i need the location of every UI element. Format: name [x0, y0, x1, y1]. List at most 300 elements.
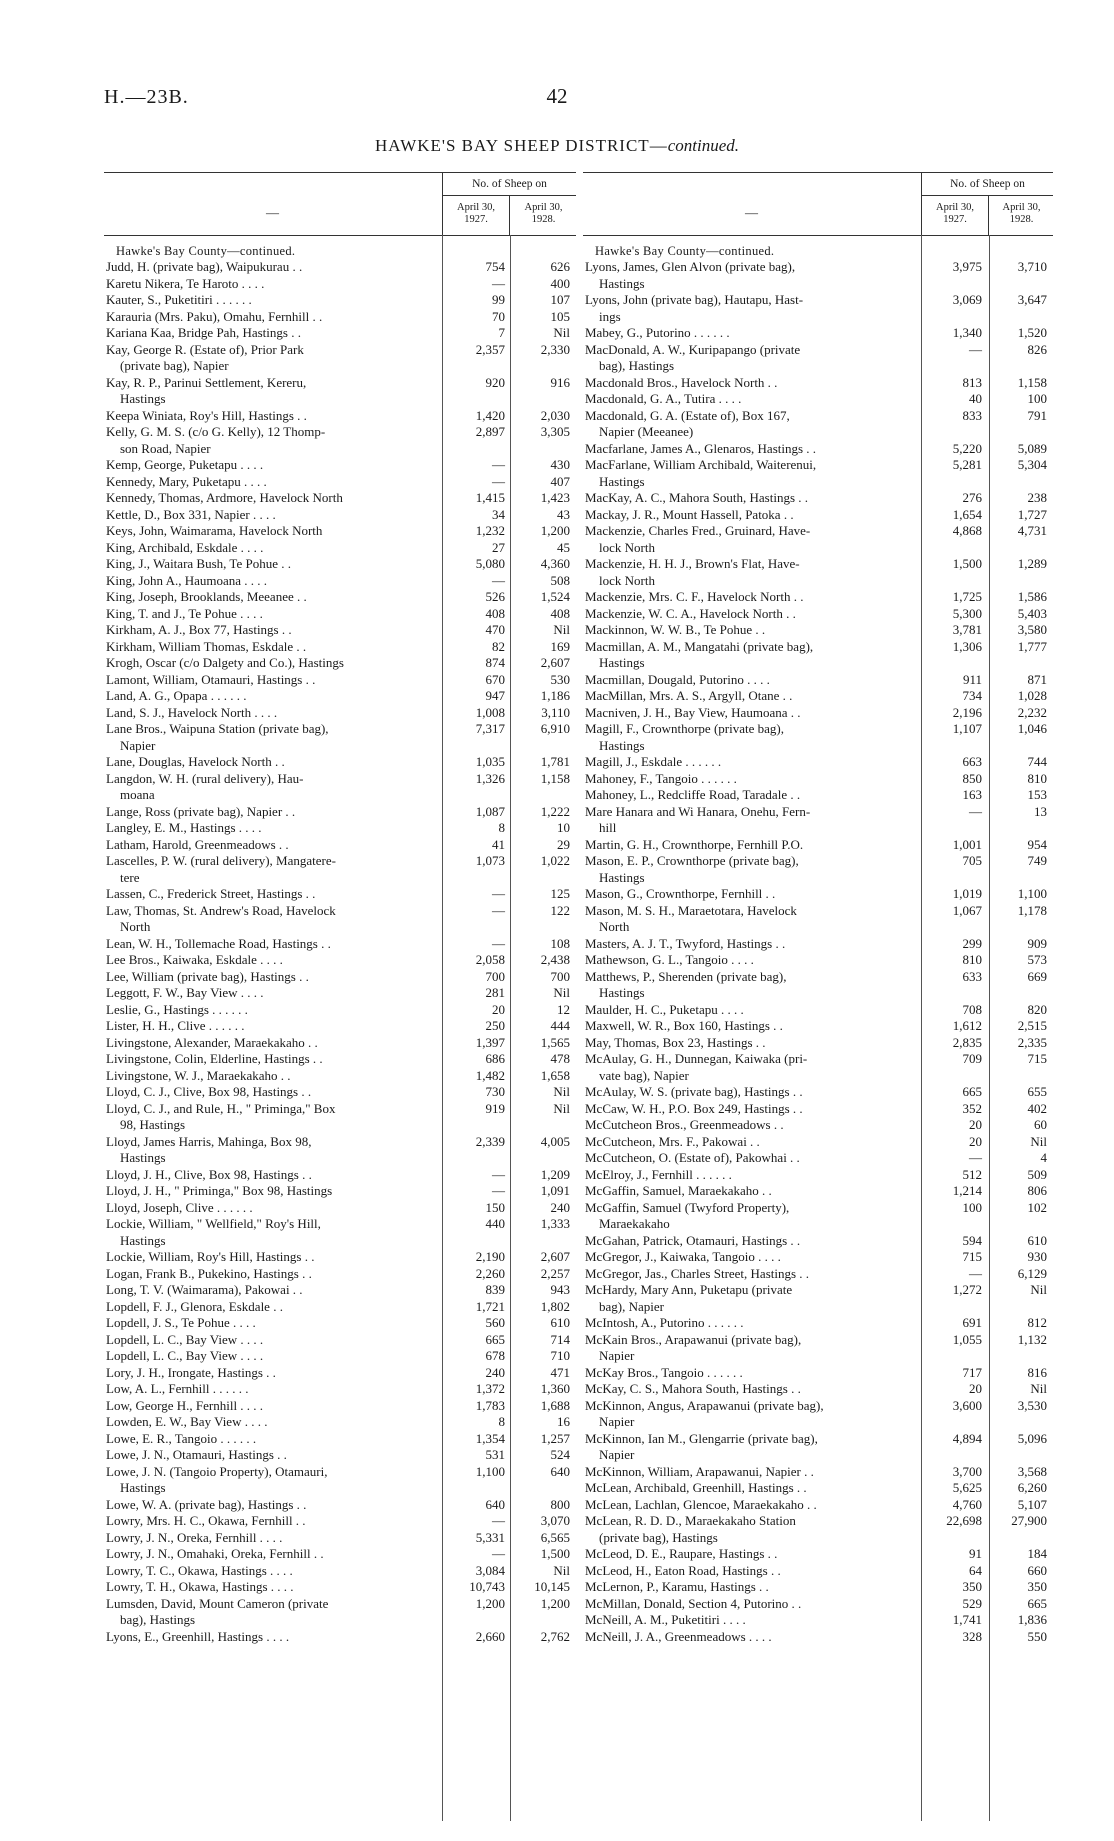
sheep-1928: 2,330: [540, 341, 570, 357]
table-row: [104, 771, 576, 804]
sheep-1928: 810: [1027, 770, 1047, 786]
owner-name: MacFarlane, William Archibald, Waiterenui,: [585, 457, 817, 472]
owner-name: Kariana Kaa, Bridge Pah, Hastings . .: [106, 325, 301, 340]
sheep-1927: 947: [485, 688, 505, 703]
table-row: [104, 1266, 576, 1283]
owner-name: Lopdell, L. C., Bay View . . . .: [106, 1331, 264, 1347]
sheep-1928: 744: [1027, 754, 1047, 769]
owner-address: [104, 1216, 433, 1249]
owner-name: Lowry, J. N., Omahaki, Oreka, Fernhill . .: [106, 1546, 324, 1561]
owner-name: Macdonald, G. A. (Estate of), Box 167,: [585, 407, 790, 423]
table-row: [104, 1447, 576, 1464]
owner-name: Karetu Nikera, Te Haroto . . . .: [106, 275, 265, 291]
owner-name: Lloyd, J. H., " Priminga," Box 98, Hastings: [106, 1183, 333, 1198]
owner-address: [104, 688, 433, 705]
sheep-1927: 276: [962, 490, 982, 505]
sheep-1928: 16: [557, 1414, 570, 1429]
table-row: [583, 523, 1053, 556]
owner-address: [583, 342, 910, 375]
owner-address: [583, 556, 910, 589]
owner-address: [104, 1068, 433, 1085]
table-row: [104, 507, 576, 524]
owner-address: [583, 1018, 910, 1035]
owner-address: [104, 1563, 433, 1580]
owner-name: McLean, R. D. D., Maraekakaho Station: [585, 1513, 796, 1528]
owner-name: McKay Bros., Tangoio . . . . . .: [585, 1364, 743, 1380]
sheep-1928: 930: [1027, 1249, 1047, 1264]
sheep-1928: 1,222: [540, 803, 570, 819]
table-row: [583, 342, 1053, 375]
sheep-1928: 3,647: [1017, 292, 1047, 307]
table-row: [104, 1348, 576, 1365]
col-1927-header: April 30, 1927.: [443, 196, 510, 235]
sheep-1927: 5,300: [952, 605, 982, 621]
owner-address: [583, 1051, 910, 1084]
sheep-1927: 5,625: [952, 1480, 982, 1495]
owner-name: McKinnon, Angus, Arapawanui (private bag),: [585, 1397, 824, 1413]
owner-address: [583, 1464, 910, 1481]
sheep-1927: 663: [962, 754, 982, 769]
table-row: [583, 259, 1053, 292]
owner-address: [104, 490, 433, 507]
owner-address: [583, 1101, 910, 1118]
sheep-1927: 1,372: [475, 1381, 505, 1396]
owner-address: [104, 622, 433, 639]
owner-address: [104, 1414, 433, 1431]
owner-name: Maxwell, W. R., Box 160, Hastings . .: [585, 1018, 783, 1033]
sheep-1928: Nil: [553, 1084, 570, 1099]
owner-address: [104, 1431, 433, 1448]
sheep-1928: 3,070: [540, 1513, 570, 1528]
table-row: [104, 1167, 576, 1184]
table-row: [583, 1563, 1053, 1580]
col-1928-header: April 30, 1928.: [524, 202, 563, 225]
owner-name: McKay, C. S., Mahora South, Hastings . .: [585, 1381, 801, 1396]
owner-address-continuation: Hastings: [120, 391, 166, 406]
owner-name: Kay, George R. (Estate of), Prior Park: [106, 341, 304, 357]
table-row: [583, 1315, 1053, 1332]
table-row: [583, 325, 1053, 342]
owner-address-continuation: hill: [599, 820, 617, 835]
sheep-1928: 550: [1027, 1628, 1047, 1644]
table-row: [104, 886, 576, 903]
sheep-1928: 610: [1027, 1232, 1047, 1248]
sheep-1928: 153: [1027, 787, 1047, 802]
owner-name: Lyons, E., Greenhill, Hastings . . . .: [106, 1628, 290, 1644]
owner-address: [104, 672, 433, 689]
sheep-1928: Nil: [553, 1100, 570, 1116]
owner-name: Kirkham, A. J., Box 77, Hastings . .: [106, 622, 292, 637]
owner-address: [104, 820, 433, 837]
sheep-1927: 1,073: [475, 853, 505, 868]
owner-name: Mahoney, L., Redcliffe Road, Taradale . .: [585, 787, 801, 802]
col-1928-header: April 30, 1928.: [1002, 202, 1041, 225]
owner-address: [583, 606, 910, 623]
owner-address: [104, 639, 433, 656]
owner-address: [583, 1497, 910, 1514]
owner-name: Matthews, P., Sherenden (private bag),: [585, 968, 787, 984]
sheep-1927: 240: [485, 1364, 505, 1380]
owner-address: [104, 474, 433, 491]
owner-name: McLean, Archibald, Greenhill, Hastings . .: [585, 1480, 807, 1495]
owner-address-continuation: Napier: [599, 1414, 635, 1429]
table-row: [104, 1216, 576, 1249]
owner-address: [104, 342, 433, 375]
sheep-1928: 1,836: [1017, 1612, 1047, 1627]
table-row: [583, 507, 1053, 524]
owner-name: Lowe, W. A. (private bag), Hastings . .: [106, 1496, 307, 1512]
owner-name: Masters, A. J. T., Twyford, Hastings . .: [585, 935, 786, 951]
table-row: [104, 606, 576, 623]
sheep-1927: 1,232: [475, 523, 505, 538]
sheep-1928: 2,335: [1017, 1034, 1047, 1050]
sheep-1927: 1,725: [952, 589, 982, 604]
owner-address: [104, 1513, 433, 1530]
sheep-1927: —: [492, 1183, 505, 1198]
owner-address: [583, 1233, 910, 1250]
table-row: [583, 1381, 1053, 1398]
sheep-1927: 529: [962, 1595, 982, 1611]
sheep-1928: 5,096: [1017, 1430, 1047, 1446]
sheep-1927: 99: [492, 292, 505, 307]
sheep-1928: 350: [1027, 1579, 1047, 1594]
sheep-1927: 5,281: [952, 457, 982, 472]
sheep-1928: 4,005: [540, 1133, 570, 1149]
sheep-1928: 6,910: [540, 721, 570, 736]
sheep-1928: 1,524: [540, 589, 570, 604]
page-number: 42: [546, 84, 568, 108]
owner-address-continuation: Hastings: [599, 737, 645, 753]
owner-address-continuation: (private bag), Hastings: [599, 1529, 718, 1545]
sheep-1928: 1,360: [540, 1381, 570, 1396]
table-row: [104, 1315, 576, 1332]
sheep-1927: 3,781: [952, 622, 982, 637]
sheep-1928: Nil: [1030, 1282, 1047, 1297]
owner-name: McLean, Lachlan, Glencoe, Maraekakaho . .: [585, 1496, 817, 1512]
table-row: [583, 1117, 1053, 1134]
sheep-1928: 4,360: [540, 556, 570, 571]
table-row: [583, 408, 1053, 441]
sheep-1928: 1,727: [1017, 506, 1047, 522]
owner-name: McAulay, G. H., Dunnegan, Kaiwaka (pri-: [585, 1051, 808, 1066]
owner-address: [583, 441, 910, 458]
owner-address: [104, 1596, 433, 1629]
owner-address: [104, 1200, 433, 1217]
sheep-1927: 1,001: [952, 836, 982, 852]
table-row: [104, 1101, 576, 1134]
owner-name: Lassen, C., Frederick Street, Hastings . .: [106, 886, 316, 901]
sheep-1927: 1,200: [475, 1595, 505, 1611]
table-row: [583, 705, 1053, 722]
owner-name: Lister, H. H., Clive . . . . . .: [106, 1018, 245, 1033]
sheep-1927: 22,698: [946, 1513, 982, 1528]
sheep-1927: 352: [962, 1100, 982, 1116]
owner-address: [583, 1002, 910, 1019]
table-row: [583, 1464, 1053, 1481]
sheep-1928: Nil: [1030, 1381, 1047, 1396]
owner-name: Kennedy, Thomas, Ardmore, Havelock North: [106, 490, 343, 505]
table-row: [583, 754, 1053, 771]
sheep-1927: 705: [962, 853, 982, 868]
owner-address: [583, 804, 910, 837]
sheep-1928: 122: [550, 902, 570, 918]
sheep-1928: 2,232: [1017, 704, 1047, 720]
table-row: [583, 952, 1053, 969]
table-body: [583, 243, 1053, 1645]
table-row: [583, 886, 1053, 903]
owner-column-header: —: [745, 205, 758, 220]
sheep-1927: 10,743: [469, 1579, 505, 1594]
owner-name: Lopdell, F. J., Glenora, Eskdale . .: [106, 1298, 283, 1314]
owner-name: McKinnon, William, Arapawanui, Napier . .: [585, 1463, 814, 1479]
sheep-1927: 833: [962, 407, 982, 423]
owner-name: Karauria (Mrs. Paku), Omahu, Fernhill . .: [106, 308, 323, 324]
sheep-1928: 573: [1027, 952, 1047, 967]
owner-address-continuation: Hastings: [599, 655, 645, 670]
owner-address-continuation: (private bag), Napier: [120, 358, 229, 373]
sheep-1927: 3,069: [952, 292, 982, 307]
sheep-1927: 709: [962, 1051, 982, 1066]
owner-address: [583, 1282, 910, 1315]
sheep-1927: 920: [485, 374, 505, 390]
owner-address: [583, 936, 910, 953]
sheep-1927: 850: [962, 770, 982, 786]
owner-address: [583, 325, 910, 342]
table-row: [583, 1365, 1053, 1382]
owner-address: [104, 1299, 433, 1316]
owner-address: [583, 1249, 910, 1266]
sheep-1928: 2,607: [540, 655, 570, 670]
sheep-1927: 560: [485, 1315, 505, 1330]
owner-address: [104, 507, 433, 524]
sheep-1927: 640: [485, 1496, 505, 1512]
sheep-1928: 1,200: [540, 523, 570, 538]
owner-address: [583, 1332, 910, 1365]
owner-address-continuation: lock North: [599, 539, 655, 555]
owner-address: [583, 639, 910, 672]
owner-address: [104, 1002, 433, 1019]
sheep-1927: 1,035: [475, 754, 505, 769]
sheep-1927: 686: [485, 1051, 505, 1066]
owner-address: [583, 1365, 910, 1382]
owner-address: [104, 1249, 433, 1266]
sheep-1928: 10,145: [534, 1579, 570, 1594]
owner-address: [583, 837, 910, 854]
table-row: [104, 375, 576, 408]
owner-name: MacDonald, A. W., Kuripapango (private: [585, 341, 801, 357]
owner-name: McIntosh, A., Putorino . . . . . .: [585, 1315, 744, 1330]
owner-address: [104, 969, 433, 986]
owner-name: Macmillan, Dougald, Putorino . . . .: [585, 671, 770, 687]
sheep-1928: Nil: [553, 985, 570, 1000]
table-row: [104, 408, 576, 425]
sheep-1928: 12: [557, 1001, 570, 1017]
table-row: [583, 1051, 1053, 1084]
sheep-1928: Nil: [1030, 1133, 1047, 1149]
owner-address: [104, 1332, 433, 1349]
sheep-1928: 1,028: [1017, 688, 1047, 703]
sheep-1927: 5,080: [475, 556, 505, 571]
owner-address: [583, 1579, 910, 1596]
owner-address: [104, 556, 433, 573]
owner-name: McKinnon, Ian M., Glengarrie (private bag),: [585, 1430, 818, 1446]
table-row: [104, 1546, 576, 1563]
sheep-1927: 2,339: [475, 1133, 505, 1149]
sheep-1928: 954: [1027, 836, 1047, 852]
owner-name: Lloyd, C. J., Clive, Box 98, Hastings . .: [106, 1084, 312, 1099]
table-row: [104, 424, 576, 457]
table-row: [583, 441, 1053, 458]
owner-address: [104, 424, 433, 457]
sheep-1928: 100: [1027, 391, 1047, 406]
sheep-1927: 281: [485, 985, 505, 1000]
sheep-1927: 7,317: [475, 721, 505, 736]
owner-name: Magill, J., Eskdale . . . . . .: [585, 754, 722, 769]
owner-address: [583, 1315, 910, 1332]
owner-name: Lyons, James, Glen Alvon (private bag),: [585, 259, 796, 274]
sheep-1928: 108: [550, 935, 570, 951]
owner-name: Kennedy, Mary, Puketapu . . . .: [106, 473, 267, 489]
sheep-1928: 6,565: [540, 1529, 570, 1545]
owner-name: Kauter, S., Puketitiri . . . . . .: [106, 292, 252, 307]
table-row: [104, 1414, 576, 1431]
sheep-1927: —: [492, 902, 505, 918]
sheep-1927: 1,397: [475, 1034, 505, 1050]
table-row: [104, 1282, 576, 1299]
sheep-1927: 839: [485, 1282, 505, 1297]
owner-name: Lowry, T. H., Okawa, Hastings . . . .: [106, 1579, 294, 1594]
sheep-1927: 1,055: [952, 1331, 982, 1347]
table-row: [104, 688, 576, 705]
owner-name: McLeod, D. E., Raupare, Hastings . .: [585, 1546, 778, 1561]
owner-address: [104, 1398, 433, 1415]
sheep-1927: 299: [962, 935, 982, 951]
table-row: [583, 1134, 1053, 1151]
owner-name: McNeill, A. M., Puketitiri . . . .: [585, 1612, 746, 1627]
sheep-1927: 82: [492, 638, 505, 654]
sheep-1928: 1,257: [540, 1430, 570, 1446]
sheep-1928: 2,438: [540, 952, 570, 967]
sheep-1927: 1,741: [952, 1612, 982, 1627]
table-row: [583, 1332, 1053, 1365]
owner-address: [583, 589, 910, 606]
sheep-1928: 238: [1027, 490, 1047, 505]
table-row: [583, 1233, 1053, 1250]
owner-name: Langley, E. M., Hastings . . . .: [106, 820, 262, 835]
sheep-1928: 478: [550, 1051, 570, 1066]
sheep-1927: 1,272: [952, 1282, 982, 1297]
owner-name: King, John A., Haumoana . . . .: [106, 572, 268, 588]
owner-name: McHardy, Mary Ann, Puketapu (private: [585, 1282, 793, 1297]
table-row: [104, 622, 576, 639]
owner-address: [104, 721, 433, 754]
table-row: [104, 1084, 576, 1101]
owner-name: McGregor, Jas., Charles Street, Hastings . .: [585, 1265, 810, 1281]
sheep-1927: 250: [485, 1018, 505, 1033]
sheep-1928: 2,607: [540, 1249, 570, 1264]
table-row: [583, 837, 1053, 854]
owner-address-continuation: Hastings: [599, 275, 645, 291]
table-row: [104, 573, 576, 590]
owner-name: Latham, Harold, Greenmeadows . .: [106, 836, 289, 852]
table-row: [583, 1200, 1053, 1233]
sheep-1927: 810: [962, 952, 982, 967]
sheep-1927: 715: [962, 1249, 982, 1264]
sheep-1927: 64: [969, 1562, 982, 1578]
sheep-1928: 812: [1027, 1315, 1047, 1330]
sheep-1928: 871: [1027, 671, 1047, 687]
sheep-1928: 3,305: [540, 424, 570, 439]
table-row: [104, 1464, 576, 1497]
owner-name: McNeill, J. A., Greenmeadows . . . .: [585, 1628, 772, 1644]
sheep-1928: 3,710: [1017, 259, 1047, 274]
owner-address: [104, 408, 433, 425]
table-row: [583, 1612, 1053, 1629]
owner-address-continuation: bag), Napier: [599, 1298, 664, 1314]
table-row: [583, 391, 1053, 408]
sheep-1928: 1,781: [540, 754, 570, 769]
sheep-1928: 6,129: [1017, 1265, 1047, 1281]
sheep-1928: 524: [550, 1447, 570, 1462]
table-row: [583, 1101, 1053, 1118]
sheep-1927: 734: [962, 688, 982, 703]
sheep-1928: 806: [1027, 1183, 1047, 1198]
row-list: [583, 259, 1053, 1645]
owner-address: [583, 672, 910, 689]
sheep-1927: 1,654: [952, 506, 982, 522]
owner-name: Lamont, William, Otamauri, Hastings . .: [106, 671, 316, 687]
sheep-1928: 240: [550, 1199, 570, 1215]
owner-address-continuation: North: [120, 919, 151, 934]
owner-address: [104, 1167, 433, 1184]
owner-address: [104, 606, 433, 623]
sheep-1928: 816: [1027, 1364, 1047, 1380]
table-row: [583, 903, 1053, 936]
owner-name: Magill, F., Crownthorpe (private bag),: [585, 721, 784, 736]
sheep-1928: 1,658: [540, 1067, 570, 1083]
table-row: [104, 837, 576, 854]
table-body: [104, 243, 576, 1645]
owner-name: Lowden, E. W., Bay View . . . .: [106, 1414, 268, 1429]
table-row: [583, 1546, 1053, 1563]
owner-address-continuation: Hastings: [599, 985, 645, 1000]
sheep-1928: 45: [557, 539, 570, 555]
owner-name: Livingstone, W. J., Maraekakaho . .: [106, 1067, 291, 1083]
owner-name: Lane Bros., Waipuna Station (private bag),: [106, 721, 329, 736]
sheep-1927: 3,600: [952, 1397, 982, 1413]
owner-address: [104, 1282, 433, 1299]
sheep-1928: 610: [550, 1315, 570, 1330]
table-row: [104, 639, 576, 656]
owner-address: [104, 705, 433, 722]
sheep-1928: 1,586: [1017, 589, 1047, 604]
owner-name: Low, A. L., Fernhill . . . . . .: [106, 1381, 249, 1396]
sheep-1927: 41: [492, 836, 505, 852]
owner-name: McMillan, Donald, Section 4, Putorino . .: [585, 1595, 802, 1611]
sheep-1927: 8: [498, 1414, 505, 1429]
sheep-1927: 408: [485, 605, 505, 621]
sheep-1928: 105: [550, 308, 570, 324]
table-row: [104, 655, 576, 672]
table-row: [583, 1579, 1053, 1596]
table-row: [104, 1035, 576, 1052]
owner-address: [583, 754, 910, 771]
sheep-1928: 715: [1027, 1051, 1047, 1066]
col-1927-header: April 30, 1927.: [922, 196, 989, 235]
sheep-1927: 594: [962, 1232, 982, 1248]
owner-name: Kirkham, William Thomas, Eskdale . .: [106, 638, 307, 654]
sheep-1928: 169: [550, 638, 570, 654]
